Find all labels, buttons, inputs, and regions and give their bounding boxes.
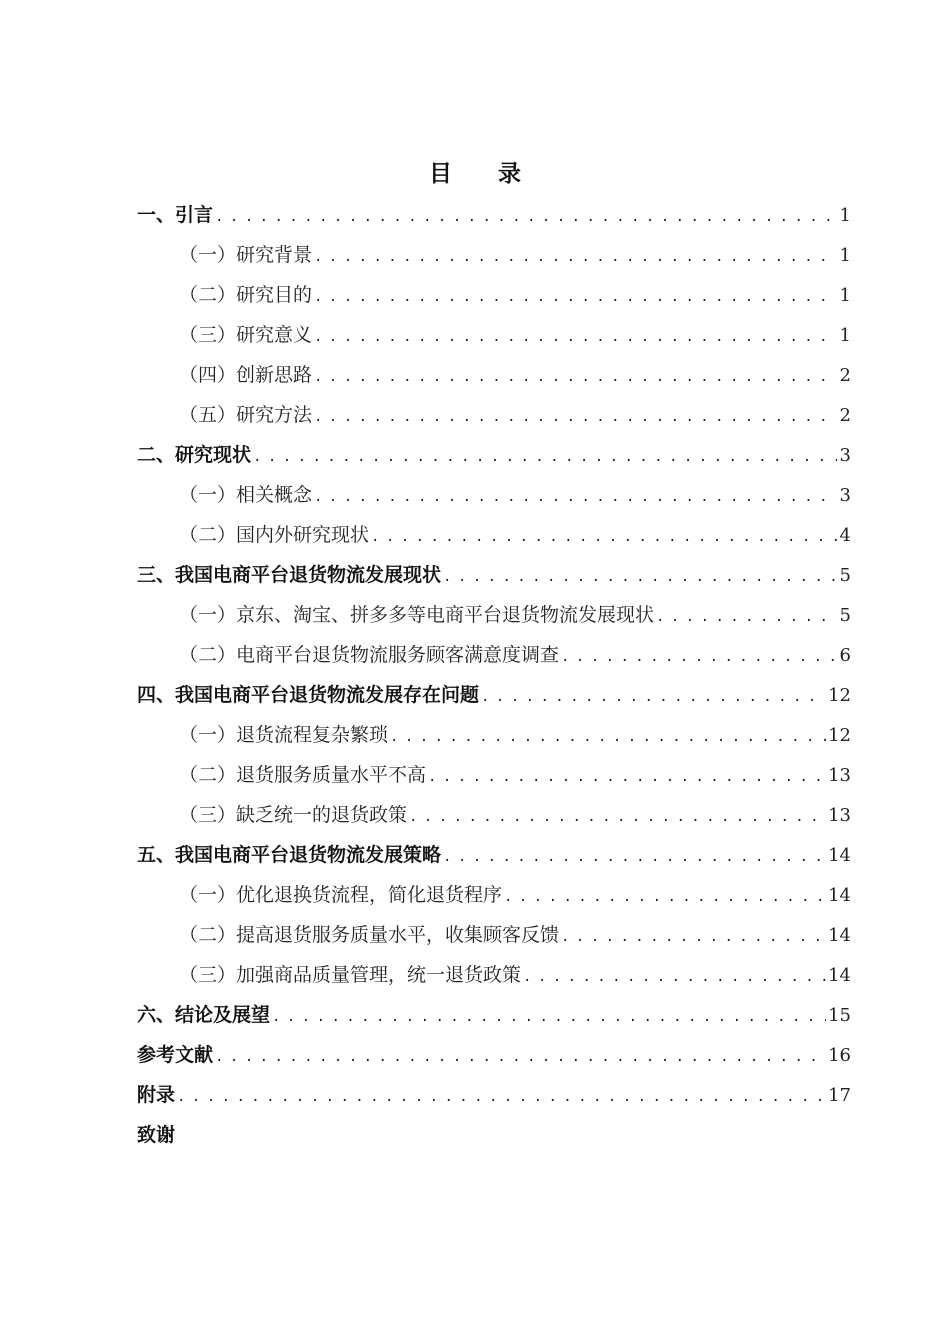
toc-entry-page-number: 1 bbox=[839, 325, 851, 346]
toc-dot-leader bbox=[523, 957, 826, 997]
toc-entry-label: 参考文献 bbox=[137, 1044, 214, 1066]
toc-entry-label: 二、研究现状 bbox=[137, 444, 252, 466]
toc-dot-leader bbox=[443, 557, 837, 597]
toc-entry-page-number: 14 bbox=[828, 925, 851, 946]
toc-entry-subsection[interactable] bbox=[137, 755, 851, 795]
toc-title bbox=[0, 158, 950, 190]
toc-entry-label: 附录 bbox=[137, 1084, 176, 1106]
toc-entry-subsection[interactable] bbox=[137, 595, 851, 635]
toc-entry-page-number: 3 bbox=[839, 445, 851, 466]
toc-entry-page-number: 12 bbox=[828, 725, 851, 746]
toc-entry-page-number: 13 bbox=[828, 765, 851, 786]
toc-entry-subsection[interactable] bbox=[137, 915, 851, 955]
toc-entry-page-number: 2 bbox=[839, 365, 851, 386]
toc-entry-label: （一）退货流程复杂繁琐 bbox=[179, 724, 389, 746]
toc-entry-label: （一）研究背景 bbox=[179, 244, 313, 266]
toc-dot-leader bbox=[481, 677, 826, 717]
toc-entry-label: （二）提高退货服务质量水平，收集顾客反馈 bbox=[179, 924, 560, 946]
toc-entry-subsection[interactable] bbox=[137, 715, 851, 755]
toc-entry-page-number: 6 bbox=[839, 645, 851, 666]
toc-entry-subsection[interactable] bbox=[137, 275, 851, 315]
toc-entry-section[interactable] bbox=[137, 675, 851, 715]
toc-entry-page-number: 15 bbox=[828, 1005, 851, 1026]
toc-entry-subsection[interactable] bbox=[137, 875, 851, 915]
toc-dot-leader bbox=[314, 277, 837, 317]
toc-title-char-1: 目 bbox=[429, 161, 452, 187]
toc-entry-page-number: 1 bbox=[839, 245, 851, 266]
toc-dot-leader bbox=[314, 397, 837, 437]
toc-entry-section[interactable] bbox=[137, 1115, 851, 1155]
toc-dot-leader bbox=[504, 877, 826, 917]
toc-entry-label: （二）电商平台退货物流服务顾客满意度调查 bbox=[179, 644, 560, 666]
toc-dot-leader bbox=[314, 237, 837, 277]
toc-entry-label: （二）研究目的 bbox=[179, 284, 313, 306]
toc-entry-section[interactable] bbox=[137, 435, 851, 475]
toc-dot-leader bbox=[253, 437, 837, 477]
toc-entry-page-number: 14 bbox=[828, 845, 851, 866]
toc-entry-section[interactable] bbox=[137, 1035, 851, 1075]
toc-entry-subsection[interactable] bbox=[137, 635, 851, 675]
toc-dot-leader bbox=[272, 997, 826, 1037]
toc-dot-leader bbox=[409, 797, 826, 837]
toc-dot-leader bbox=[215, 1037, 826, 1077]
toc-dot-leader bbox=[314, 477, 837, 517]
toc-dot-leader bbox=[215, 197, 837, 237]
toc-entry-section[interactable] bbox=[137, 835, 851, 875]
toc-entry-page-number: 1 bbox=[839, 285, 851, 306]
toc-entry-label: 五、我国电商平台退货物流发展策略 bbox=[137, 844, 442, 866]
toc-entry-label: 四、我国电商平台退货物流发展存在问题 bbox=[137, 684, 480, 706]
toc-entry-page-number: 3 bbox=[839, 485, 851, 506]
toc-dot-leader bbox=[561, 917, 826, 957]
toc-entry-label: 三、我国电商平台退货物流发展现状 bbox=[137, 564, 442, 586]
toc-dot-leader bbox=[656, 597, 837, 637]
toc-entry-label: 六、结论及展望 bbox=[137, 1004, 271, 1026]
toc-entry-page-number: 17 bbox=[828, 1085, 851, 1106]
toc-entry-label: （一）京东、淘宝、拼多多等电商平台退货物流发展现状 bbox=[179, 604, 655, 626]
toc-entry-subsection[interactable] bbox=[137, 955, 851, 995]
toc-entry-label: （二）退货服务质量水平不高 bbox=[179, 764, 427, 786]
toc-title-char-2: 录 bbox=[498, 161, 521, 187]
toc-entry-subsection[interactable] bbox=[137, 315, 851, 355]
toc-entry-page-number: 16 bbox=[828, 1045, 851, 1066]
toc-entry-subsection[interactable] bbox=[137, 795, 851, 835]
toc-entry-page-number: 2 bbox=[839, 405, 851, 426]
table-of-contents bbox=[137, 195, 851, 1155]
toc-entry-label: （二）国内外研究现状 bbox=[179, 524, 370, 546]
toc-entry-page-number: 13 bbox=[828, 805, 851, 826]
toc-entry-subsection[interactable] bbox=[137, 355, 851, 395]
toc-entry-section[interactable] bbox=[137, 195, 851, 235]
toc-entry-page-number: 5 bbox=[839, 605, 851, 626]
toc-entry-page-number: 14 bbox=[828, 965, 851, 986]
toc-dot-leader bbox=[371, 517, 837, 557]
toc-entry-subsection[interactable] bbox=[137, 515, 851, 555]
toc-entry-label: （三）加强商品质量管理，统一退货政策 bbox=[179, 964, 522, 986]
toc-entry-page-number: 1 bbox=[839, 205, 851, 226]
toc-entry-label: （三）缺乏统一的退货政策 bbox=[179, 804, 408, 826]
toc-entry-label: （四）创新思路 bbox=[179, 364, 313, 386]
toc-entry-label: 致谢 bbox=[137, 1124, 176, 1146]
toc-entry-page-number: 14 bbox=[828, 885, 851, 906]
toc-entry-section[interactable] bbox=[137, 555, 851, 595]
toc-entry-label: （一）优化退换货流程，简化退货程序 bbox=[179, 884, 503, 906]
toc-entry-label: （一）相关概念 bbox=[179, 484, 313, 506]
toc-dot-leader bbox=[314, 357, 837, 397]
toc-dot-leader bbox=[443, 837, 826, 877]
toc-dot-leader bbox=[390, 717, 826, 757]
toc-entry-subsection[interactable] bbox=[137, 235, 851, 275]
toc-dot-leader bbox=[177, 1077, 826, 1117]
toc-entry-label: 一、引言 bbox=[137, 204, 214, 226]
toc-entry-page-number: 4 bbox=[839, 525, 851, 546]
toc-entry-page-number: 12 bbox=[828, 685, 851, 706]
toc-dot-leader bbox=[314, 317, 837, 357]
toc-dot-leader bbox=[428, 757, 826, 797]
toc-entry-subsection[interactable] bbox=[137, 395, 851, 435]
toc-dot-leader bbox=[561, 637, 837, 677]
toc-entry-section[interactable] bbox=[137, 1075, 851, 1115]
toc-entry-section[interactable] bbox=[137, 995, 851, 1035]
toc-entry-label: （三）研究意义 bbox=[179, 324, 313, 346]
toc-entry-subsection[interactable] bbox=[137, 475, 851, 515]
toc-entry-label: （五）研究方法 bbox=[179, 404, 313, 426]
toc-entry-page-number: 5 bbox=[839, 565, 851, 586]
